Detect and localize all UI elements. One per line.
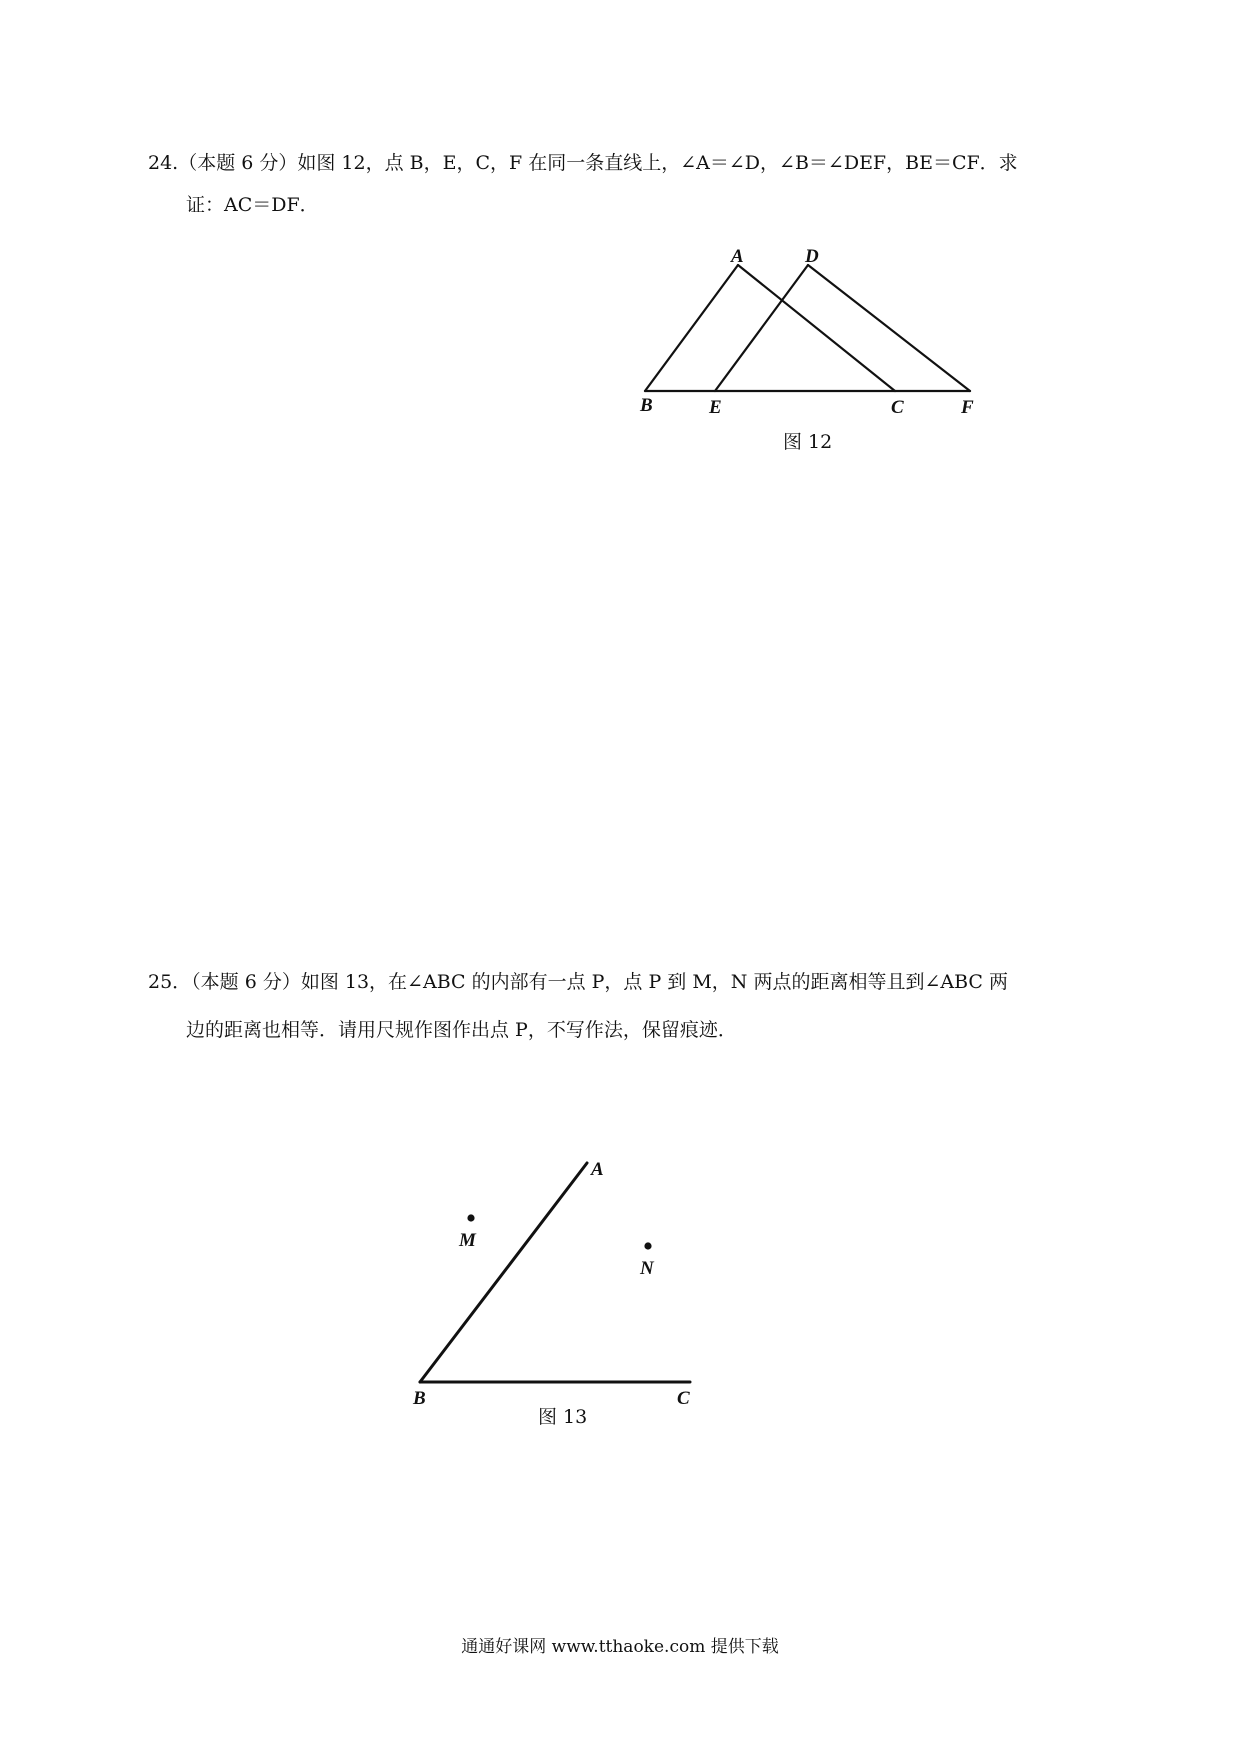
point-n-dot [644, 1242, 651, 1249]
fig13-label-a: A [591, 1159, 604, 1180]
fig12-label-b: B [640, 395, 653, 416]
q24-text-line1: 24.（本题 6 分）如图 12，点 B，E，C，F 在同一条直线上，∠A＝∠D，∠B＝∠DEF，BE＝CF．求 [148, 152, 1018, 174]
point-m-dot [467, 1214, 474, 1221]
fig13-label-c: C [677, 1388, 690, 1409]
fig13-label-m: M [459, 1230, 476, 1251]
fig12-label-e: E [709, 397, 722, 418]
fig13-label-n: N [640, 1258, 654, 1279]
fig12-label-d: D [805, 246, 819, 267]
q24-text-line2: 证：AC＝DF． [186, 194, 319, 216]
page-footer: 通通好课网 www.tthaoke.com 提供下载 [461, 1637, 779, 1657]
q25-text-line2: 边的距离也相等．请用尺规作图作出点 P，不写作法，保留痕迹． [186, 1019, 737, 1041]
fig12-label-f: F [961, 397, 974, 418]
q25-text-line1: 25．（本题 6 分）如图 13，在∠ABC 的内部有一点 P，点 P 到 M，N 两点的距离相等且到∠ABC 两 [148, 971, 1008, 993]
ray-ba [420, 1163, 587, 1382]
fig12-label-a: A [731, 246, 744, 267]
fig12-label-c: C [891, 397, 904, 418]
figure-12-caption: 图 12 [783, 431, 833, 453]
figure-13-caption: 图 13 [538, 1406, 588, 1428]
fig13-label-b: B [413, 1388, 426, 1409]
